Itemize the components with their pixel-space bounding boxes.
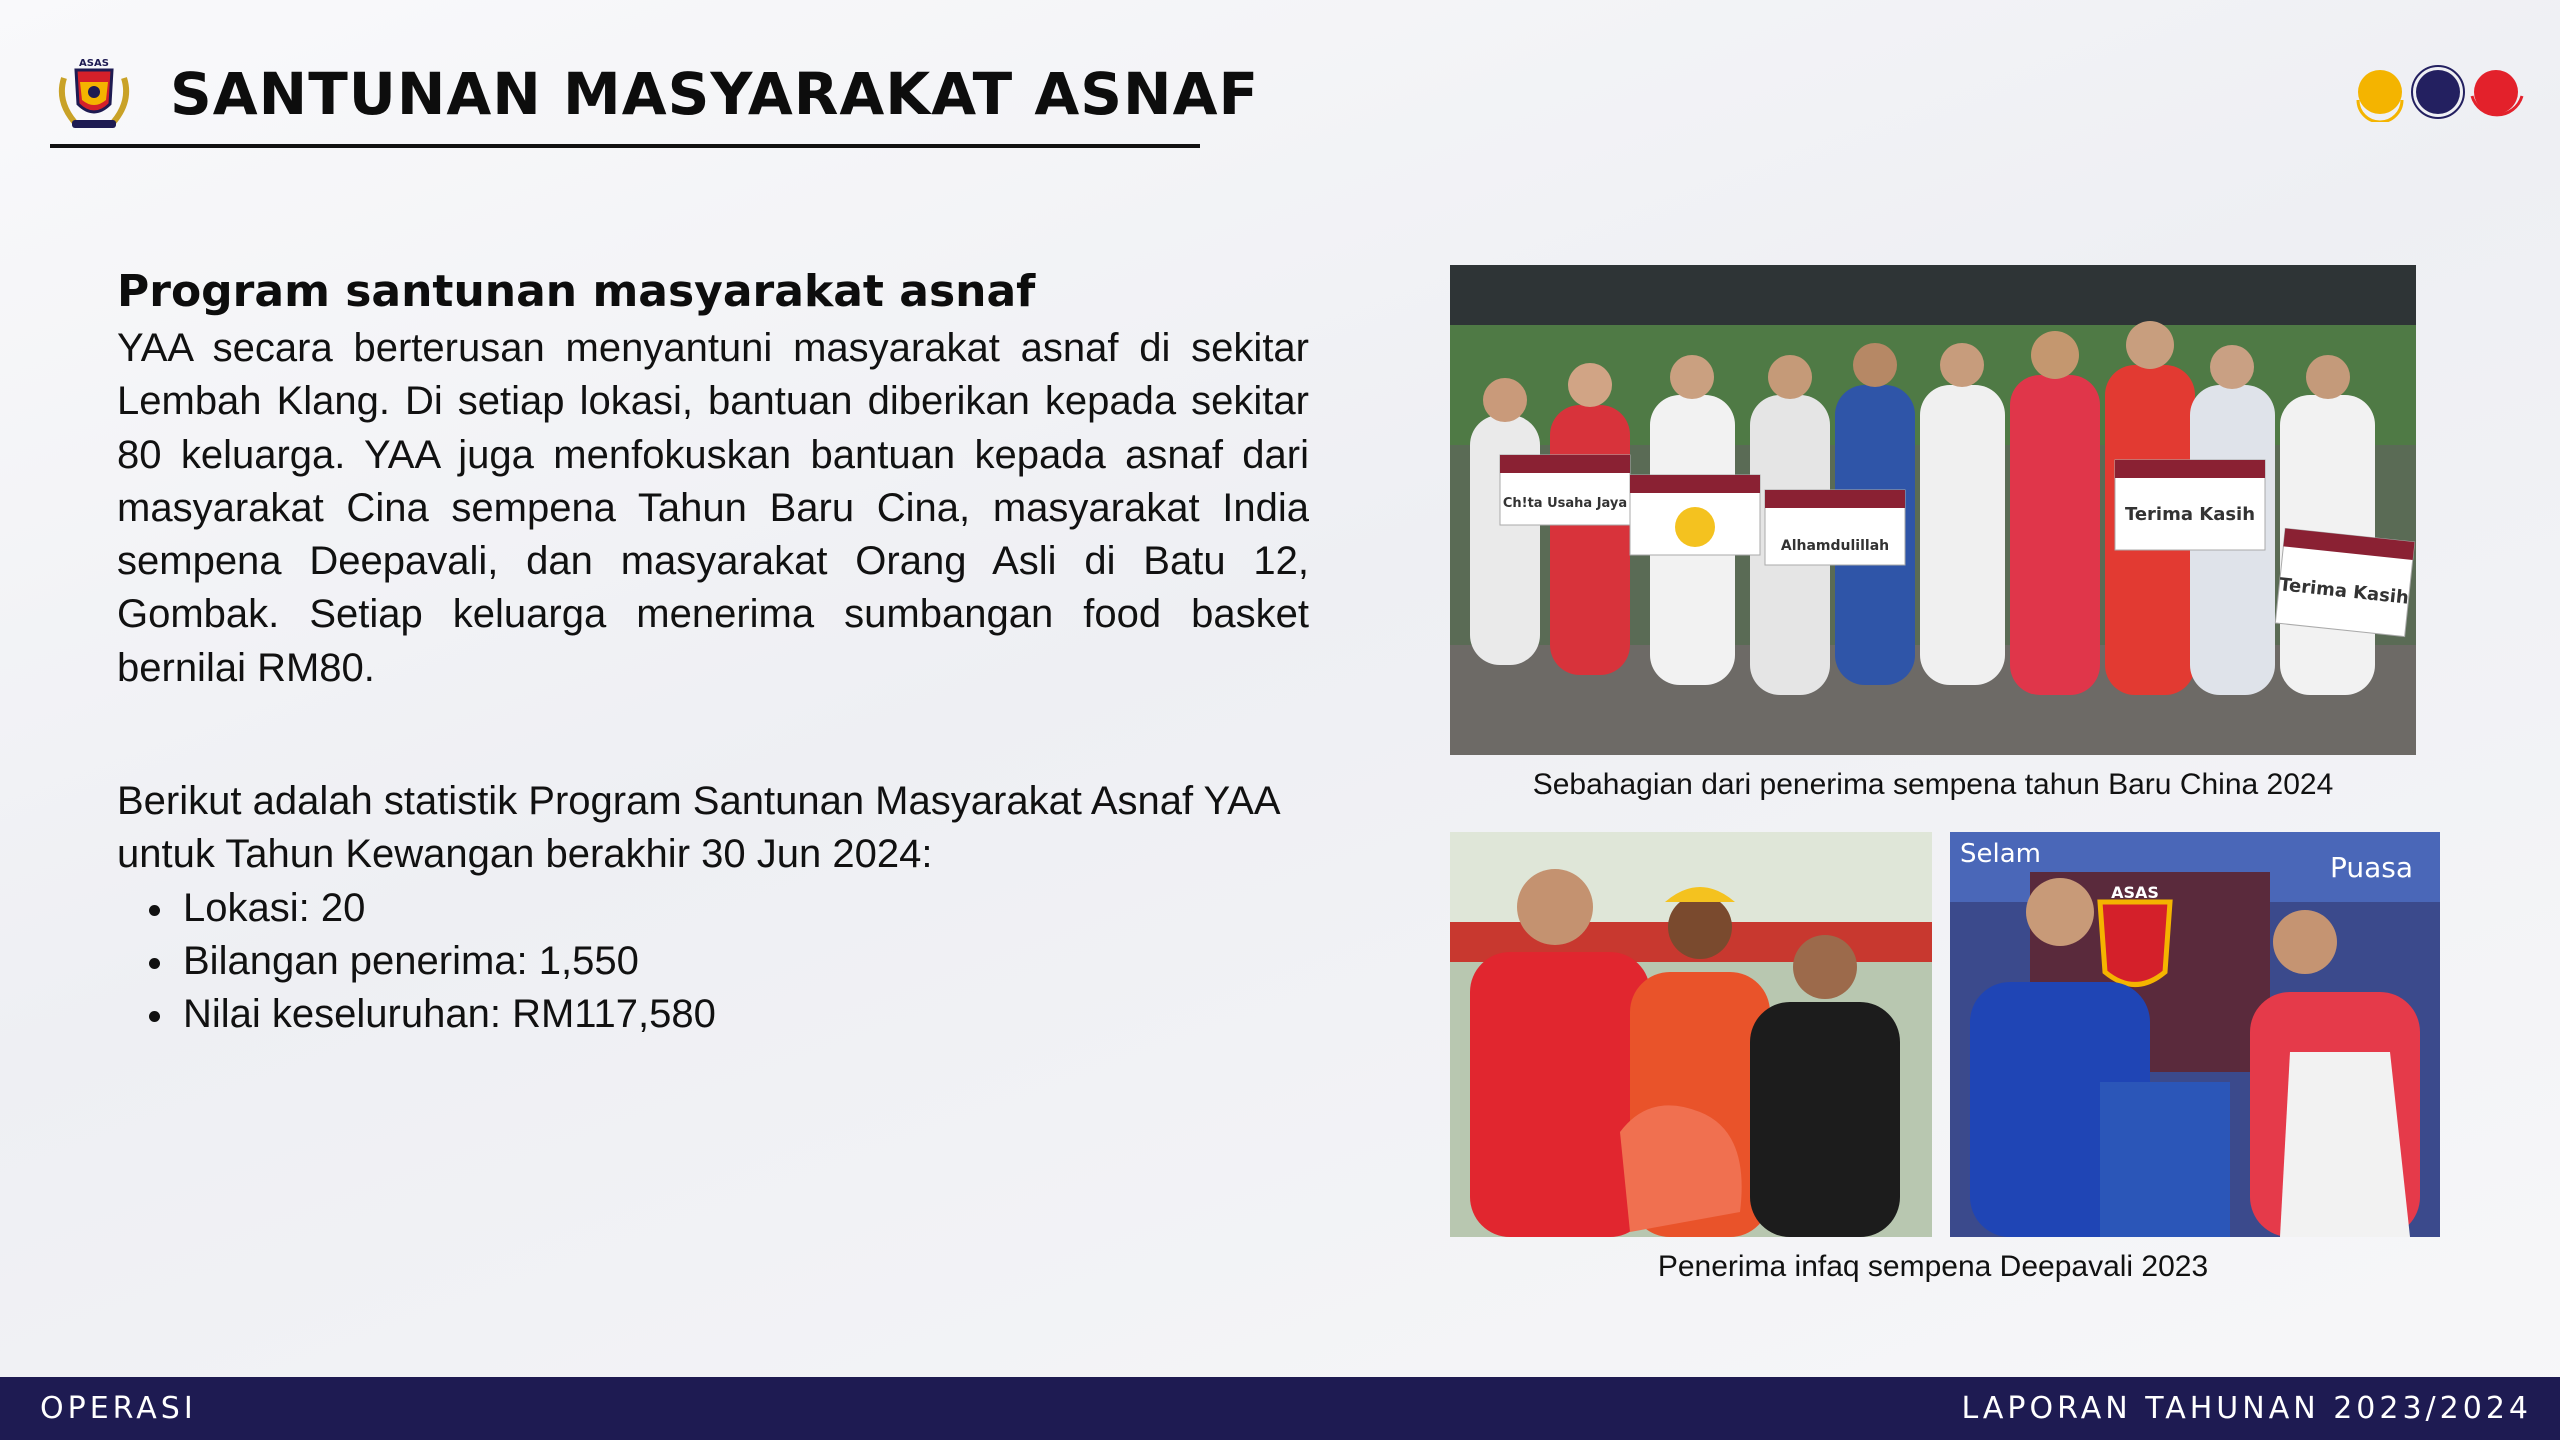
svg-text:ASAS: ASAS (79, 58, 109, 69)
content-column (117, 262, 1309, 1042)
photo-caption-1: Sebahagian dari penerima sempena tahun Baru China 2024 (1532, 768, 2334, 801)
description-paragraph: YAA secara berterusan menyantuni masyarakat asnaf di sekitar Lembah Klang. Di setiap lokasi, bantuan diberikan kepada sekitar 80 keluarga. YAA juga menfokuskan bantuan kepada asnaf dari masyarakat Cina sempena Tahun Baru Cina, masyarakat India sempena Deepavali, dan masyarakat Orang Asli di Batu 12, Gombak. Setiap keluarga menerima sumbangan food basket bernilai RM80. (117, 326, 1309, 690)
page-title: SANTUNAN MASYARAKAT ASNAF (170, 60, 1260, 128)
svg-text:Puasa: Puasa (2330, 851, 2414, 884)
stats-list (117, 882, 1309, 1042)
photo-deepavali-recipients-1 (1450, 832, 1932, 1237)
svg-text:Terima Kasih: Terima Kasih (2124, 504, 2256, 525)
page-header (50, 40, 1260, 148)
section-heading: Program santunan masyarakat asnaf (117, 266, 1036, 317)
svg-text:Ch!ta Usaha Jaya: Ch!ta Usaha Jaya (1502, 496, 1628, 511)
title-underline (50, 144, 1200, 148)
stat-item-total-value: Nilai keseluruhan: RM117,580 (117, 988, 1309, 1041)
stat-item-recipients: Bilangan penerima: 1,550 (117, 935, 1309, 988)
stat-item-locations: Lokasi: 20 (117, 882, 1309, 935)
decorative-dots-icon (2350, 62, 2530, 122)
svg-text:Selam: Selam (1960, 839, 2041, 869)
svg-text:ASAS: ASAS (2111, 883, 2159, 902)
photo-chinese-new-year-recipients (1450, 265, 2416, 755)
photo-caption-2: Penerima infaq sempena Deepavali 2023 (1657, 1250, 2209, 1283)
asas-logo (50, 48, 138, 136)
photo-deepavali-recipients-2 (1950, 832, 2440, 1237)
footer-section-label: OPERASI (40, 1391, 197, 1426)
stats-intro: Berikut adalah statistik Program Santunan Masyarakat Asnaf YAA untuk Tahun Kewangan berakhir 30 Jun 2024: (117, 779, 1279, 877)
page-footer (0, 1377, 2560, 1440)
footer-report-title: LAPORAN TAHUNAN 2023/2024 (1961, 1391, 2532, 1426)
svg-text:Terima Kasih: Terima Kasih (2278, 574, 2410, 609)
svg-text:Alhamdulillah: Alhamdulillah (1780, 538, 1890, 554)
